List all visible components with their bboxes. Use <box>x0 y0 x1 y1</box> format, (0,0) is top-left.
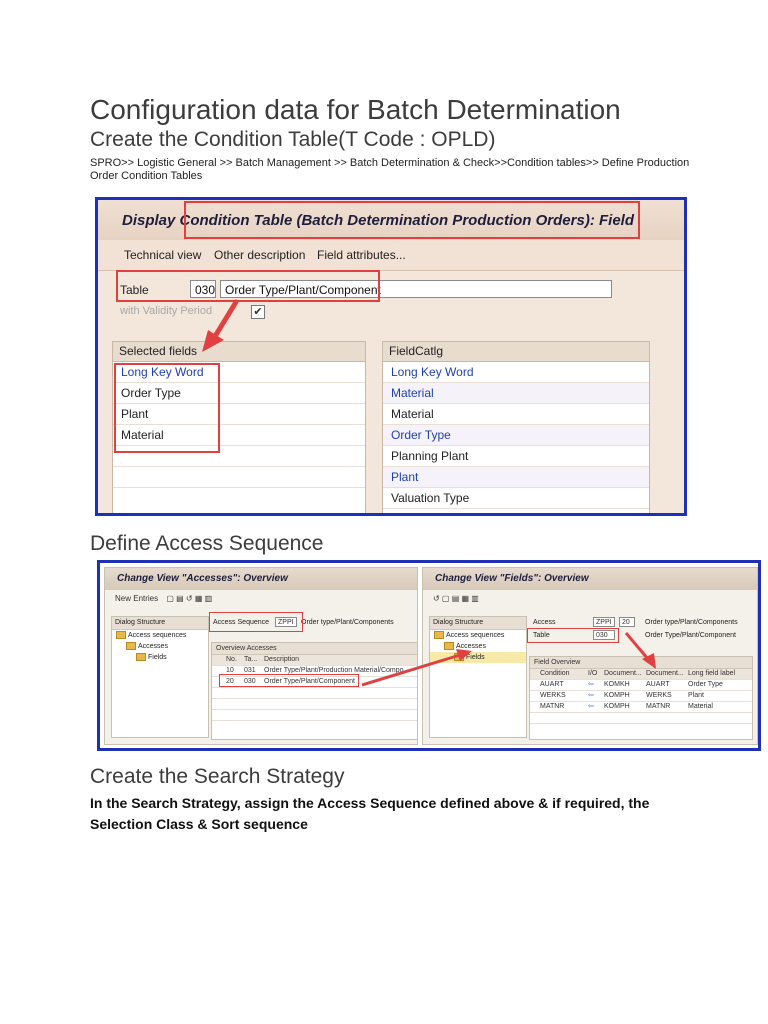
page-title: Configuration data for Batch Determination <box>90 94 621 125</box>
table-row[interactable]: AUART ⇦ KOMKH AUART Order Type <box>530 680 752 691</box>
technical-view-button[interactable]: Technical view <box>124 248 202 262</box>
search-strategy-text: In the Search Strategy, assign the Access Sequence defined above & if required, the Selection Class & Sort sequence <box>90 795 650 832</box>
table-label: Table <box>120 283 149 297</box>
access-field[interactable]: ZPPI <box>593 617 615 627</box>
dialog-structure-header: Dialog Structure <box>112 617 208 630</box>
table-row[interactable]: 10 031 Order Type/Plant/Production Material/Compo <box>212 666 418 677</box>
table-row[interactable]: MATNR ⇦ KOMPH MATNR Material <box>530 702 752 713</box>
table-number-field[interactable]: 030 <box>190 280 216 298</box>
access-sequence-desc: Order type/Plant/Components <box>301 619 394 626</box>
fieldcatlg-item[interactable]: Long Key Word <box>383 362 649 383</box>
access-sequence-field[interactable]: ZPPI <box>275 617 297 627</box>
selected-field-item[interactable]: Material <box>113 425 365 446</box>
red-arrow-icon <box>98 200 684 513</box>
overview-accesses-caption: Overview Accesses <box>212 643 418 655</box>
fieldcatlg-item[interactable]: Order Type <box>383 425 649 446</box>
tree-node-access-sequences[interactable]: Access sequences <box>112 630 208 641</box>
tree-node-fields[interactable]: Fields <box>430 652 526 663</box>
sap-window-title: Display Condition Table (Batch Determination Production Orders): Field <box>122 212 634 229</box>
validity-period-checkbox[interactable]: ✔ <box>251 305 265 319</box>
fields-window-title: Change View "Fields": Overview <box>423 568 757 590</box>
table-row[interactable]: WERKS ⇦ KOMPH WERKS Plant <box>530 691 752 702</box>
tree-node-access-sequences[interactable]: Access sequences <box>430 630 526 641</box>
import-arrow-icon: ⇦ <box>588 681 594 688</box>
selected-field-item[interactable]: Plant <box>113 404 365 425</box>
tree-node-fields[interactable]: Fields <box>112 652 208 663</box>
access-sequence-screenshot <box>97 560 761 751</box>
fieldcatlg-item[interactable]: Material <box>383 383 649 404</box>
menu-path-text: SPRO>> Logistic General >> Batch Management >> Batch Determination & Check>>Condition tables>> Define Production Order Condition Tables <box>90 157 690 182</box>
condition-table-screenshot <box>95 197 687 516</box>
grid-header-row: No. Ta... Description <box>212 655 418 666</box>
import-arrow-icon: ⇦ <box>588 692 594 699</box>
selected-fields-header: Selected fields <box>113 342 365 362</box>
other-description-button[interactable]: Other description <box>214 248 306 262</box>
field-overview-caption: Field Overview <box>530 657 752 669</box>
table-desc: Order Type/Plant/Component <box>645 632 736 639</box>
tree-node-accesses[interactable]: Accesses <box>112 641 208 652</box>
red-arrow-icon <box>100 563 758 748</box>
access-label: Access <box>533 619 556 626</box>
fieldcatlg-item[interactable]: Plant <box>383 467 649 488</box>
selected-field-item[interactable]: Order Type <box>113 383 365 404</box>
field-attributes-button[interactable]: Field attributes... <box>317 248 406 262</box>
toolbar-icons: ↺ ▢ ▤ ▦ ▥ <box>433 594 479 603</box>
access-desc: Order type/Plant/Components <box>645 619 738 626</box>
dialog-structure-header: Dialog Structure <box>430 617 526 630</box>
table-description-field[interactable]: Order Type/Plant/Component <box>220 280 612 298</box>
section-search-strategy: Create the Search Strategy <box>90 765 345 788</box>
import-arrow-icon: ⇦ <box>588 703 594 710</box>
accesses-window-title: Change View "Accesses": Overview <box>105 568 417 590</box>
grid-header-row: Condition I/O Document... Document... Long field label <box>530 669 752 680</box>
tree-node-accesses[interactable]: Accesses <box>430 641 526 652</box>
fieldcatlg-item[interactable]: Material <box>383 404 649 425</box>
selected-field-item[interactable]: Long Key Word <box>113 362 365 383</box>
access-sequence-label: Access Sequence <box>213 619 270 626</box>
new-entries-button[interactable]: New Entries <box>115 594 159 603</box>
section-condition-table: Create the Condition Table(T Code : OPLD) <box>90 128 496 151</box>
table-field[interactable]: 030 <box>593 630 615 640</box>
access-number-field[interactable]: 20 <box>619 617 635 627</box>
table-label: Table <box>533 632 550 639</box>
table-row[interactable]: 20 030 Order Type/Plant/Component <box>212 677 418 688</box>
fieldcatlg-item[interactable]: Planning Plant <box>383 446 649 467</box>
toolbar-icons: ▢ ▤ ↺ ▦ ▥ <box>166 594 213 603</box>
section-access-sequence: Define Access Sequence <box>90 532 324 555</box>
fieldcatlg-item[interactable]: Valuation Type <box>383 488 649 509</box>
fieldcatlg-header: FieldCatlg <box>383 342 649 362</box>
validity-period-label: with Validity Period <box>120 305 213 317</box>
